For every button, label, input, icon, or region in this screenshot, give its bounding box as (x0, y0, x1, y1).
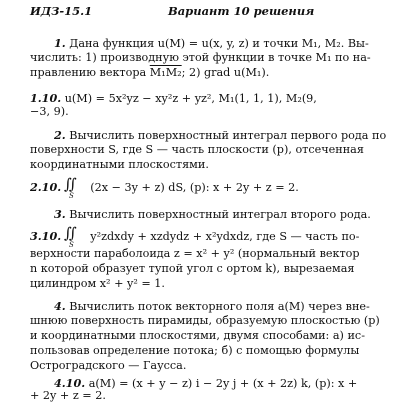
task1-text-1: Дана функция u(M) = u(x, y, z) и точки M₁, M₂. Вы- (69, 37, 369, 50)
task3-line1 (54, 207, 371, 222)
task3-formula-4: цилиндром x² + y² = 1. (30, 277, 165, 290)
task3-formula-3: n которой образует тупой угол с ортом k), вырезаемая (30, 262, 355, 275)
task1-formula-2: −3, 9). (30, 105, 69, 118)
task2-integral-sub: S (69, 192, 74, 200)
task4-text-1: Вычислить поток векторного поля a(M) через вне- (69, 300, 370, 313)
task2-line2: поверхности S, где S — часть плоскости (p), отсеченная (30, 143, 364, 156)
task2-line3: координатными плоскостями. (30, 158, 209, 171)
task1-number: 1. (54, 36, 66, 50)
task3-formula-text-1: y²zdxdy + xzdydz + x²ydxdz, где S — часть по- (90, 230, 360, 243)
task3-formula-1 (30, 229, 359, 244)
task3-subnumber: 3.10. (30, 229, 62, 243)
task2-formula-text: (2x − 3y + z) dS, (p): x + 2y + z = 2. (90, 181, 299, 194)
task4-line5: Остроградского — Гаусса. (30, 359, 187, 372)
task1-line3: правлению вектора M₁M₂; 2) grad u(M₁). (30, 66, 270, 79)
task3-text-1: Вычислить поверхностный интеграл второго рода. (69, 208, 371, 221)
task4-line1 (54, 299, 370, 314)
header-right: Вариант 10 решения (168, 4, 315, 18)
task1-formula-text-1: u(M) = 5x²yz − xy²z + yz², M₁(1, 1, 1), M₂(9, (64, 92, 317, 105)
task1-subnumber: 1.10. (30, 91, 62, 105)
task2-subnumber: 2.10. (30, 180, 62, 194)
task4-formula-text-1: a(M) = (x + y − z) i − 2y j + (x + 2z) k, (p): x + (88, 377, 358, 390)
task1-vector: M₁M₂ (149, 66, 182, 79)
task2-text-1: Вычислить поверхностный интеграл первого рода по (69, 129, 387, 142)
task4-line2: шнюю поверхность пирамиды, образуемую плоскостью (p) (30, 314, 380, 327)
task1-formula-1 (30, 91, 317, 106)
task4-subnumber: 4.10. (54, 376, 86, 390)
task1-line1 (54, 36, 369, 51)
task4-line3: и координатными плоскостями, двумя способами: а) ис- (30, 329, 365, 342)
task3-integral-sub: S (69, 241, 74, 249)
double-integral-sign-3: ∬ (64, 224, 77, 242)
task2-line1 (54, 128, 386, 143)
double-integral-sign-2: ∬ (64, 175, 77, 193)
task2-number: 2. (54, 128, 66, 142)
task4-line4: пользовав определение потока; б) с помощью формулы (30, 344, 360, 357)
header-left: ИДЗ-15.1 (30, 4, 93, 18)
task1-line2: числить: 1) производную этой функции в точке M₁ по на- (30, 51, 371, 64)
task3-number: 3. (54, 207, 66, 221)
task4-formula-2: + 2y + z = 2. (30, 389, 106, 402)
task4-number: 4. (54, 299, 66, 313)
task3-formula-2: верхности параболоида z = x² + y² (нормальный вектор (30, 247, 360, 260)
